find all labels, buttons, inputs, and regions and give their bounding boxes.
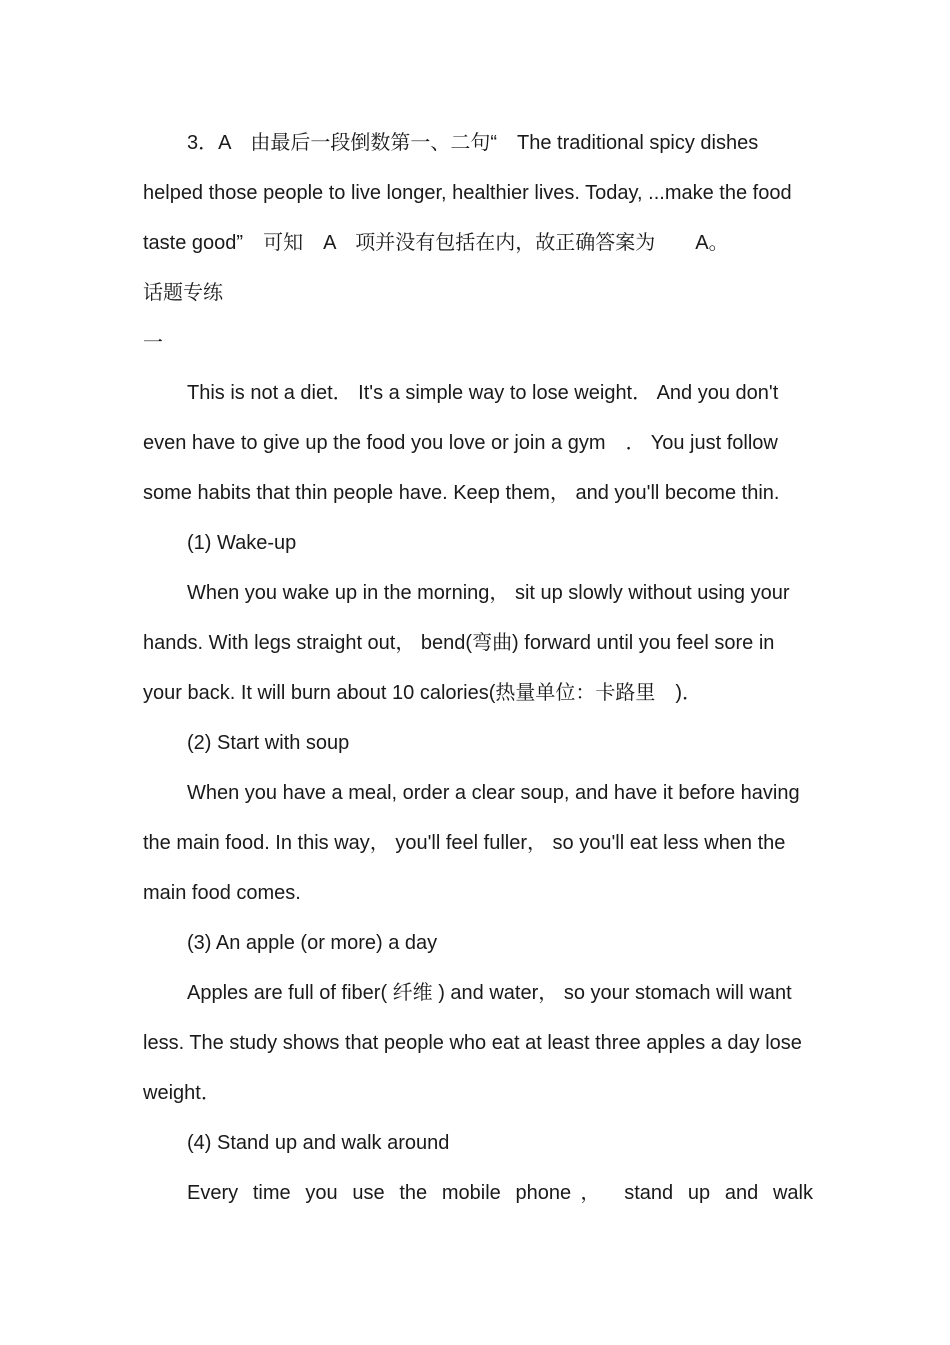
passage-line: This is not a diet． It's a simple way to lose weight． And you don't — [187, 382, 779, 404]
passage-line: Every time you use the mobile phone， stand up and walk — [187, 1182, 813, 1204]
section-title: 话题专练 — [143, 282, 223, 304]
passage-line: When you have a meal, order a clear soup, and have it before having — [187, 782, 800, 804]
passage-line: even have to give up the food you love or join a gym ． You just follow — [143, 432, 778, 454]
passage-line: Apples are full of fiber( 纤维 ) and water， so your stomach will want — [187, 982, 792, 1004]
passage-line: When you wake up in the morning， sit up slowly without using your — [187, 582, 790, 604]
passage-line: (2) Start with soup — [187, 732, 350, 754]
passage-line: hands. With legs straight out， bend(弯曲) forward until you feel sore in — [143, 632, 775, 654]
answer-line: helped those people to live longer, healthier lives. Today, ...make the food — [143, 182, 792, 204]
section-number: 一 — [143, 332, 163, 354]
passage-line: (1) Wake-up — [187, 532, 297, 554]
passage-line: weight． — [143, 1082, 221, 1104]
answer-line: taste good” 可知 A 项并没有包括在内，故正确答案为 A。 — [143, 232, 729, 254]
passage-line: some habits that thin people have. Keep them， and you'll become thin. — [143, 482, 780, 504]
passage-line: less. The study shows that people who eat at least three apples a day lose — [143, 1032, 802, 1054]
document-body — [143, 118, 813, 1218]
passage-line: the main food. In this way， you'll feel fuller， so you'll eat less when the — [143, 832, 786, 854]
passage-line: (4) Stand up and walk around — [187, 1132, 450, 1154]
passage-line: your back. It will burn about 10 calories(热量单位：卡路里 )． — [143, 682, 703, 704]
passage — [143, 368, 813, 1218]
answer-line: 3．A 由最后一段倒数第一、二句“ The traditional spicy dishes — [187, 132, 759, 154]
passage-line: main food comes. — [143, 882, 301, 904]
passage-line: (3) An apple (or more) a day — [187, 932, 438, 954]
